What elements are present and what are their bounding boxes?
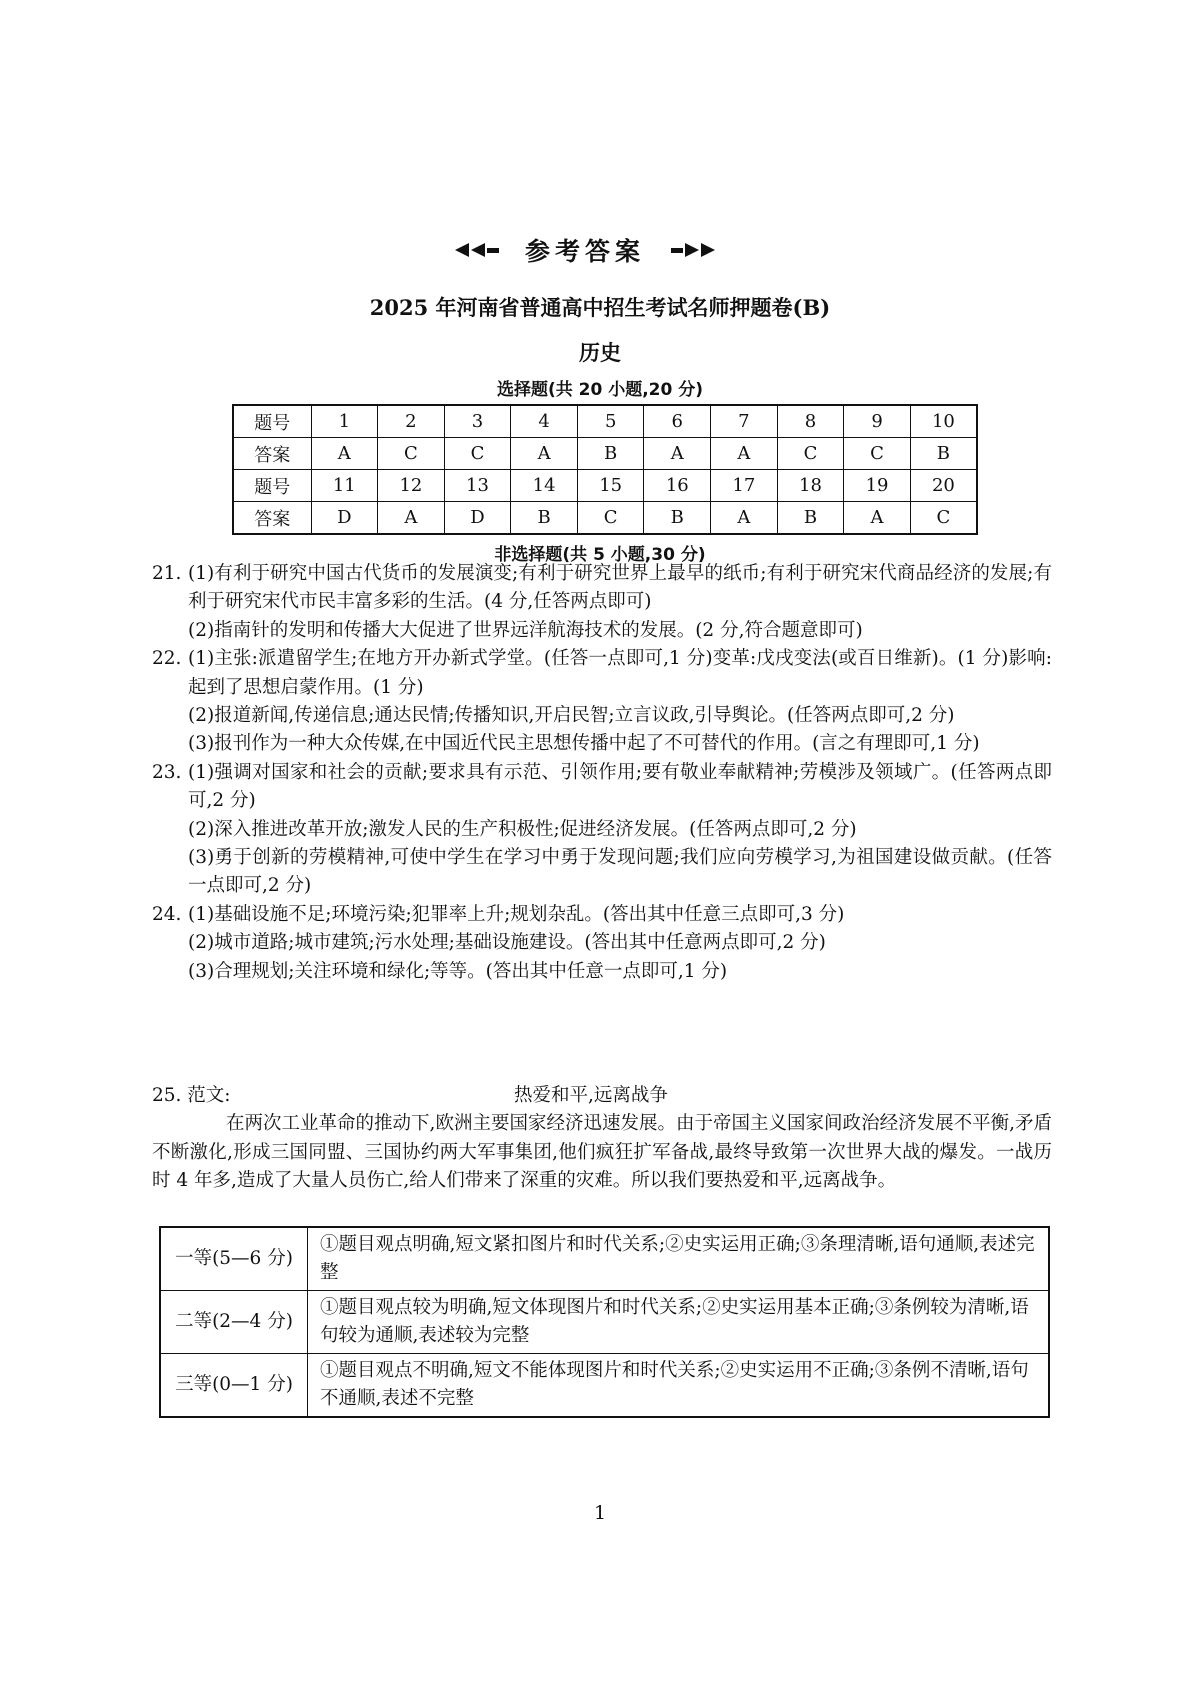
answer-part: (1)强调对国家和社会的贡献;要求具有示范、引领作用;要有敬业奉献精神;劳模涉及领域广。(任答两点即可,2 分) [188,761,1052,812]
mc-cell: 6 [644,405,711,438]
mc-cell: 17 [711,470,778,502]
subject-title: 历史 [579,340,621,365]
mc-cell: B [910,438,977,470]
mc-cell: C [444,438,511,470]
page-number: 1 [593,1502,607,1524]
grade-row [160,1227,1049,1291]
mc-row-label: 答案 [233,502,311,535]
mc-cell: 15 [577,470,644,502]
exam-title: 2025 年河南省普通高中招生考试名师押题卷(B) [369,295,831,320]
mc-section-heading: 选择题(共 20 小题,20 分) [496,380,704,400]
mc-cell: A [711,502,778,535]
mc-cell: C [844,438,911,470]
mc-row [233,470,977,502]
mc-row-label: 题号 [233,405,311,438]
mc-cell: C [777,438,844,470]
nonmc-section-heading: 非选择题(共 5 小题,30 分) [494,545,706,565]
grade-row [160,1354,1049,1418]
mc-cell: 14 [511,470,578,502]
grade-criteria: ①题目观点不明确,短文不能体现图片和时代关系;②史实运用不正确;③条例不清晰,语句不通顺,表述不完整 [308,1354,1050,1418]
mc-cell: 11 [311,470,378,502]
mc-cell: D [311,502,378,535]
question-answer [152,901,1052,986]
mc-cell: 8 [777,405,844,438]
mc-cell: 2 [378,405,445,438]
mc-cell: 10 [910,405,977,438]
mc-cell: A [311,438,378,470]
question-answer [152,560,1052,645]
mc-cell: D [444,502,511,535]
mc-cell: A [378,502,445,535]
mc-cell: 5 [577,405,644,438]
question-number: 22. [152,648,182,670]
essay-sample [152,1082,1052,1196]
answer-part: (2)指南针的发明和传播大大促进了世界远洋航海技术的发展。(2 分,符合题意即可) [188,619,863,641]
question-number: 23. [152,761,182,783]
mc-cell: 3 [444,405,511,438]
essay-label: 25. 范文: [152,1085,231,1106]
mc-row [233,405,977,438]
essay-title: 热爱和平,远离战争 [514,1085,668,1106]
answer-key-banner [420,230,750,270]
answer-part: (2)深入推进改革开放;激发人民的生产积极性;促进经济发展。(任答两点即可,2 分) [188,818,857,840]
mc-cell: 16 [644,470,711,502]
mc-cell: A [511,438,578,470]
mc-cell: B [577,438,644,470]
mc-cell: A [644,438,711,470]
question-number: 24. [152,903,182,925]
short-answer-list [152,560,1052,986]
grading-table [159,1226,1050,1418]
mc-cell: A [711,438,778,470]
mc-cell: C [577,502,644,535]
answer-part: (3)报刊作为一种大众传媒,在中国近代民主思想传播中起了不可替代的作用。(言之有理即可,1 分) [188,733,980,755]
grade-level: 二等(2—4 分) [160,1291,308,1354]
mc-cell: 7 [711,405,778,438]
answer-part: (1)主张:派遣留学生;在地方开办新式学堂。(任答一点即可,1 分)变革:戊戌变法(或百日维新)。(1 分)影响:起到了思想启蒙作用。(1 分) [188,648,1052,698]
mc-row-label: 题号 [233,470,311,502]
mc-cell: B [644,502,711,535]
question-number: 21. [152,563,182,584]
mc-cell: 20 [910,470,977,502]
mc-cell: 1 [311,405,378,438]
grade-row [160,1291,1049,1354]
mc-row-label: 答案 [233,438,311,470]
mc-cell: 19 [844,470,911,502]
mc-row [233,438,977,470]
answer-part: (2)城市道路;城市建筑;污水处理;基础设施建设。(答出其中任意两点即可,2 分) [188,932,826,954]
mc-cell: B [777,502,844,535]
question-answer [152,645,1052,759]
banner-title: 参考答案 [524,237,645,266]
answer-part: (2)报道新闻,传递信息;通达民情;传播知识,开启民智;立言议政,引导舆论。(任答两点即可,2 分) [188,705,955,727]
grade-level: 一等(5—6 分) [160,1227,308,1291]
mc-cell: 4 [511,405,578,438]
answer-part: (1)有利于研究中国古代货币的发展演变;有利于研究世界上最早的纸币;有利于研究宋代商品经济的发展;有利于研究宋代市民丰富多彩的生活。(4 分,任答两点即可) [188,563,1052,613]
mc-answer-table [232,404,978,535]
mc-cell: A [844,502,911,535]
question-answer [152,759,1052,901]
mc-cell: B [511,502,578,535]
essay-body: 在两次工业革命的推动下,欧洲主要国家经济迅速发展。由于帝国主义国家间政治经济发展不平衡,矛盾不断激化,形成三国同盟、三国协约两大军事集团,他们疯狂扩军备战,最终导致第一次世界大战的爆发。一战历时 4 年多,造成了大量人员伤亡,给人们带来了深重的灾难。所以我们要热爱和平,远离战争。 [152,1113,1052,1192]
mc-cell: 9 [844,405,911,438]
mc-cell: C [378,438,445,470]
mc-cell: 13 [444,470,511,502]
grade-level: 三等(0—1 分) [160,1354,308,1418]
mc-cell: 18 [777,470,844,502]
grade-criteria: ①题目观点明确,短文紧扣图片和时代关系;②史实运用正确;③条理清晰,语句通顺,表述完整 [308,1227,1050,1291]
mc-cell: 12 [378,470,445,502]
right-arrows-decoration [671,243,715,257]
answer-part: (3)合理规划;关注环境和绿化;等等。(答出其中任意一点即可,1 分) [188,960,728,982]
left-arrows-decoration [455,243,499,257]
answer-part: (1)基础设施不足;环境污染;犯罪率上升;规划杂乱。(答出其中任意三点即可,3 分) [188,903,845,925]
mc-row [233,502,977,535]
answer-part: (3)勇于创新的劳模精神,可使中学生在学习中勇于发现问题;我们应向劳模学习,为祖国建设做贡献。(任答一点即可,2 分) [188,847,1052,897]
grade-criteria: ①题目观点较为明确,短文体现图片和时代关系;②史实运用基本正确;③条例较为清晰,语句较为通顺,表述较为完整 [308,1291,1050,1354]
mc-cell: C [910,502,977,535]
